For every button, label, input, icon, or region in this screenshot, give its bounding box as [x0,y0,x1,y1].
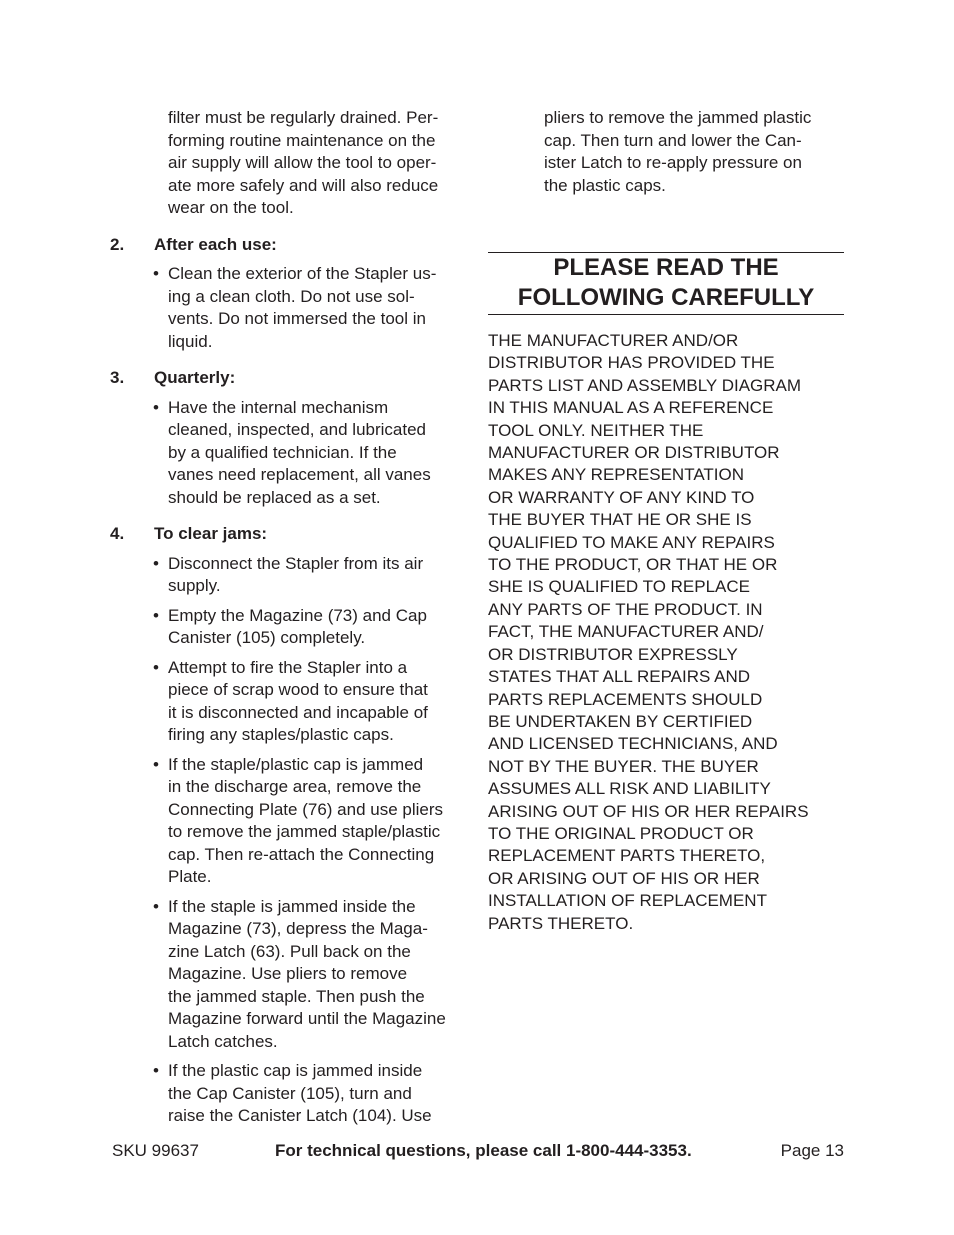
text-line: INSTALLATION OF REPLACEMENT [488,891,767,911]
text-line: Have the internal mechanism [168,397,389,417]
bullet-item [110,754,480,889]
text-line: the Cap Canister (105), turn and [168,1083,412,1103]
text-line: IN THIS MANUAL AS A REFERENCE [488,398,774,418]
bullet-item [110,657,480,747]
text-line: ARISING OUT OF HIS OR HER REPAIRS [488,801,809,821]
step-title: Quarterly: [154,368,236,387]
step-heading [110,367,480,390]
bullet-item [110,397,480,510]
text-line: Clean the exterior of the Stapler us- [168,264,437,283]
text-line: If the staple is jammed inside the [168,896,416,916]
heading-line: FOLLOWING CAREFULLY [517,284,815,311]
text-line: OR DISTRIBUTOR EXPRESSLY [488,644,738,664]
bullet-icon: • [153,264,159,283]
bullet-icon: • [153,657,159,677]
text-line: PARTS THERETO. [488,913,634,933]
text-line: THE MANUFACTURER AND/OR [488,331,739,350]
step-title: After each use: [154,234,277,254]
text-line: vanes need replacement, all vanes [168,465,431,484]
text-line: by a qualified technician. If the [168,442,397,462]
sku-label: SKU 99637 [112,1141,199,1160]
text-line: OR WARRANTY OF ANY KIND TO [488,487,755,507]
bullet-item [110,896,480,1054]
text-line: it is disconnected and incapable of [168,702,428,722]
text-line: ASSUMES ALL RISK AND LIABILITY [488,779,771,799]
text-line: SHE IS QUALIFIED TO REPLACE [488,577,751,597]
disclaimer-text [488,330,844,935]
text-line: filter must be regularly drained. Per- [168,108,439,127]
text-line: cap. Then turn and lower the Can- [544,130,802,150]
text-line: firing any staples/plastic caps. [168,725,394,744]
step-title: To clear jams: [154,524,268,543]
text-line: raise the Canister Latch (104). Use [168,1106,432,1125]
text-line: should be replaced as a set. [168,487,381,507]
text-line: Disconnect the Stapler from its air [168,553,424,573]
text-line: TO THE ORIGINAL PRODUCT OR [488,823,754,843]
text-line: pliers to remove the jammed plastic [544,108,812,127]
bullet-icon: • [153,1061,159,1080]
text-line: QUALIFIED TO MAKE ANY REPAIRS [488,532,775,552]
text-line: Plate. [168,867,212,886]
text-line: Canister (105) completely. [168,628,366,647]
text-line: the jammed staple. Then push the [168,986,425,1006]
bullet-icon: • [153,605,159,625]
text-line: If the plastic cap is jammed inside [168,1061,423,1080]
step-number: 2. [110,234,125,254]
text-line: wear on the tool. [168,198,294,217]
text-line: zine Latch (63). Pull back on the [168,941,411,961]
text-line: PARTS REPLACEMENTS SHOULD [488,689,763,709]
text-line: cleaned, inspected, and lubricated [168,420,427,439]
bullet-item [110,1060,480,1128]
text-line: ing a clean cloth. Do not use sol- [168,286,415,306]
step-heading [110,523,480,546]
text-line: Empty the Magazine (73) and Cap [168,605,427,625]
text-line: Magazine (73), depress the Maga- [168,919,428,938]
tech-support-line: For technical questions, please call 1-800-444-3353. [275,1141,692,1160]
text-line: supply. [168,576,221,595]
text-line: FACT, THE MANUFACTURER AND/ [488,622,764,642]
text-line: MANUFACTURER OR DISTRIBUTOR [488,443,780,463]
text-line: piece of scrap wood to ensure that [168,680,428,699]
text-line: vents. Do not immersed the tool in [168,309,426,328]
text-line: MAKES ANY REPRESENTATION [488,465,745,485]
text-line: ate more safely and will also reduce [168,175,439,195]
text-line: liquid. [168,331,213,351]
text-line: the plastic caps. [544,175,666,195]
step-heading [110,234,480,257]
text-line: NOT BY THE BUYER. THE BUYER [488,756,759,776]
text-line: ister Latch to re-apply pressure on [544,153,802,172]
text-line: forming routine maintenance on the [168,130,436,150]
bullet-icon: • [153,754,159,774]
text-line: Latch catches. [168,1031,278,1051]
right-column [488,107,844,935]
text-line: Magazine forward until the Magazine [168,1009,446,1028]
text-line: Magazine. Use pliers to remove [168,964,408,983]
text-line: If the staple/plastic cap is jammed [168,754,424,774]
step-number: 4. [110,524,125,543]
text-line: BE UNDERTAKEN BY CERTIFIED [488,711,753,731]
bullet-icon: • [153,896,159,916]
text-line: air supply will allow the tool to oper- [168,153,437,172]
continuation-paragraph [488,107,844,197]
bullet-icon: • [153,397,159,417]
text-line: OR ARISING OUT OF HIS OR HER [488,868,760,888]
text-line: TOOL ONLY. NEITHER THE [488,420,704,440]
text-line: DISTRIBUTOR HAS PROVIDED THE [488,353,775,373]
text-line: to remove the jammed staple/plastic [168,822,441,841]
text-line: Attempt to fire the Stapler into a [168,657,408,677]
step-number: 3. [110,368,125,387]
text-line: TO THE PRODUCT, OR THAT HE OR [488,555,778,575]
intro-paragraph [168,107,480,220]
heading-line: PLEASE READ THE [553,254,779,281]
left-column [110,107,480,1128]
page-number: Page 13 [780,1141,844,1160]
text-line: PARTS LIST AND ASSEMBLY DIAGRAM [488,375,802,395]
text-line: REPLACEMENT PARTS THERETO, [488,846,766,866]
text-line: Connecting Plate (76) and use pliers [168,799,443,819]
text-line: in the discharge area, remove the [168,777,422,796]
bullet-item [110,263,480,353]
bullet-item [110,605,480,650]
text-line: THE BUYER THAT HE OR SHE IS [488,510,752,530]
text-line: cap. Then re-attach the Connecting [168,844,435,864]
notice-heading [488,252,844,315]
text-line: STATES THAT ALL REPAIRS AND [488,667,751,687]
text-line: AND LICENSED TECHNICIANS, AND [488,734,778,754]
bullet-icon: • [153,553,159,573]
bullet-item [110,553,480,598]
text-line: ANY PARTS OF THE PRODUCT. IN [488,599,763,619]
